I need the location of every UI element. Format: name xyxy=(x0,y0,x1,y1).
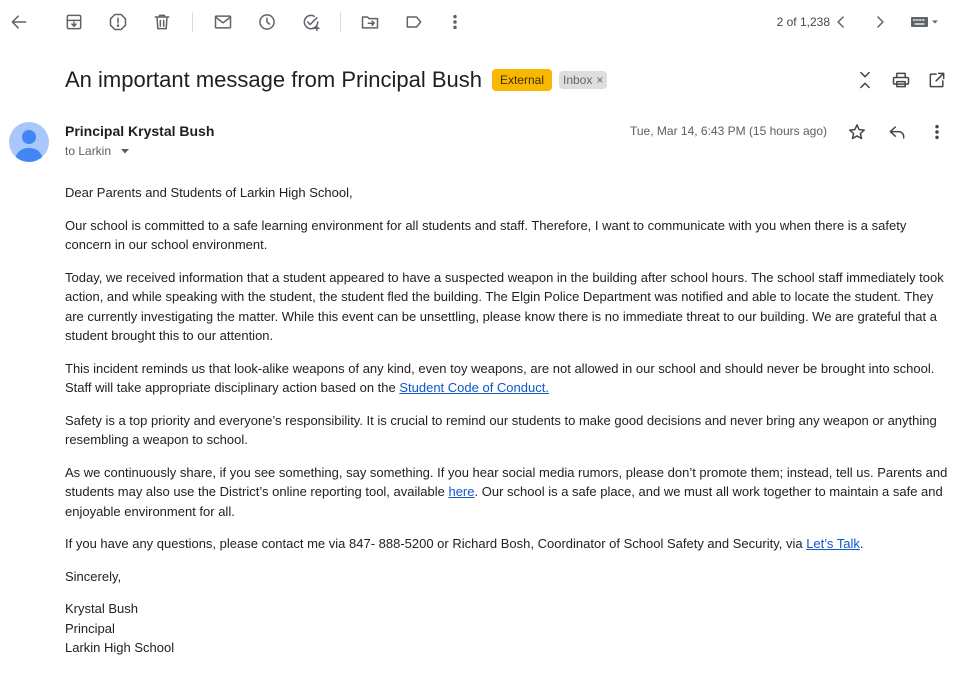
newer-icon[interactable] xyxy=(825,6,857,38)
recipients-text: to Larkin xyxy=(65,144,112,158)
closing: Sincerely, xyxy=(65,568,122,584)
toolbar-divider xyxy=(340,12,341,32)
archive-icon[interactable] xyxy=(58,6,90,38)
code-of-conduct-link[interactable]: Student Code of Conduct. xyxy=(399,380,549,395)
email-body xyxy=(65,183,950,658)
reply-icon[interactable] xyxy=(883,118,911,146)
report-spam-icon[interactable] xyxy=(102,6,134,38)
paragraph-text: . Our school is a safe place, and we must all work together to maintain a safe and enjoyable environment for all. xyxy=(65,484,943,519)
back-arrow-icon[interactable] xyxy=(3,6,35,38)
collapse-all-icon[interactable] xyxy=(851,66,879,94)
avatar[interactable] xyxy=(9,122,49,162)
toolbar xyxy=(0,0,954,44)
sender-name[interactable]: Principal Krystal Bush xyxy=(65,123,215,139)
more-vertical-icon[interactable] xyxy=(439,6,471,38)
label-icon[interactable] xyxy=(398,6,430,38)
toolbar-divider xyxy=(192,12,193,32)
paragraph-text: This incident reminds us that look-alike weapons of any kind, even toy weapons, are not allowed in our school and should never be brought into school. Staff will take appropriate disciplinary action based on the xyxy=(65,360,935,395)
paragraph-text: . xyxy=(859,536,864,551)
mark-unread-icon[interactable] xyxy=(207,6,239,38)
star-icon[interactable] xyxy=(843,118,871,146)
older-icon[interactable] xyxy=(864,6,896,38)
lets-talk-link[interactable]: Let’s Talk xyxy=(806,536,860,551)
paragraph-text: If you have any questions, please contact me via 847- 888-5200 or Richard Bosh, Coordinator of School Safety and Security, via xyxy=(65,536,807,551)
body-paragraph: Our school is committed to a safe learning environment for all students and staff. Therefore, I want to communicate with you when there is a safety concern in our school environment. xyxy=(65,217,907,252)
external-badge: External xyxy=(492,69,552,91)
more-options-icon[interactable] xyxy=(923,118,951,146)
inbox-label-text: Inbox xyxy=(563,73,593,87)
body-paragraph xyxy=(65,534,950,554)
body-paragraph xyxy=(65,359,950,398)
add-task-icon[interactable] xyxy=(295,6,327,38)
delete-icon[interactable] xyxy=(146,6,178,38)
snooze-icon[interactable] xyxy=(251,6,283,38)
paragraph-text: As we continuously share, if you see something, say something. If you hear social media rumors, please don’t promote them; instead, tell us. Parents and students may also use the District’s online reporting tool, available xyxy=(65,464,948,499)
email-timestamp: Tue, Mar 14, 6:43 PM (15 hours ago) xyxy=(630,124,827,138)
move-to-icon[interactable] xyxy=(354,6,386,38)
open-new-window-icon[interactable] xyxy=(923,66,951,94)
print-icon[interactable] xyxy=(887,66,915,94)
person-icon xyxy=(9,122,49,162)
recipients-line xyxy=(65,144,131,158)
signature-title: Principal xyxy=(65,620,115,636)
show-details-icon[interactable] xyxy=(119,145,131,157)
subject-row xyxy=(65,66,607,94)
body-paragraph: Today, we received information that a student appeared to have a suspected weapon in the building after school hours. The school staff immediately took action, and while speaking with the student, the student fled the building. The Elgin Police Department was notified and able to locate the student. They are currently investigating the matter. While this event can be unsettling, please know there is no immediate threat to our building. We are grateful that a student brought this to our attention. xyxy=(65,269,944,343)
signature-school: Larkin High School xyxy=(65,640,175,655)
signature xyxy=(65,599,950,658)
greeting: Dear Parents and Students of Larkin High School, xyxy=(65,185,353,200)
reporting-tool-link[interactable]: here xyxy=(448,484,475,499)
keyboard-icon[interactable] xyxy=(902,6,946,38)
signature-name: Krystal Bush xyxy=(65,601,138,616)
remove-label-icon[interactable]: × xyxy=(596,73,604,87)
body-paragraph xyxy=(65,463,950,522)
body-paragraph: Safety is a top priority and everyone’s responsibility. It is crucial to remind our students to make good decisions and never bring any weapon or anything resembling a weapon to school. xyxy=(65,412,937,447)
inbox-label-chip xyxy=(559,71,607,89)
pagination-count: 2 of 1,238 xyxy=(776,15,830,29)
email-subject: An important message from Principal Bush xyxy=(65,67,482,92)
